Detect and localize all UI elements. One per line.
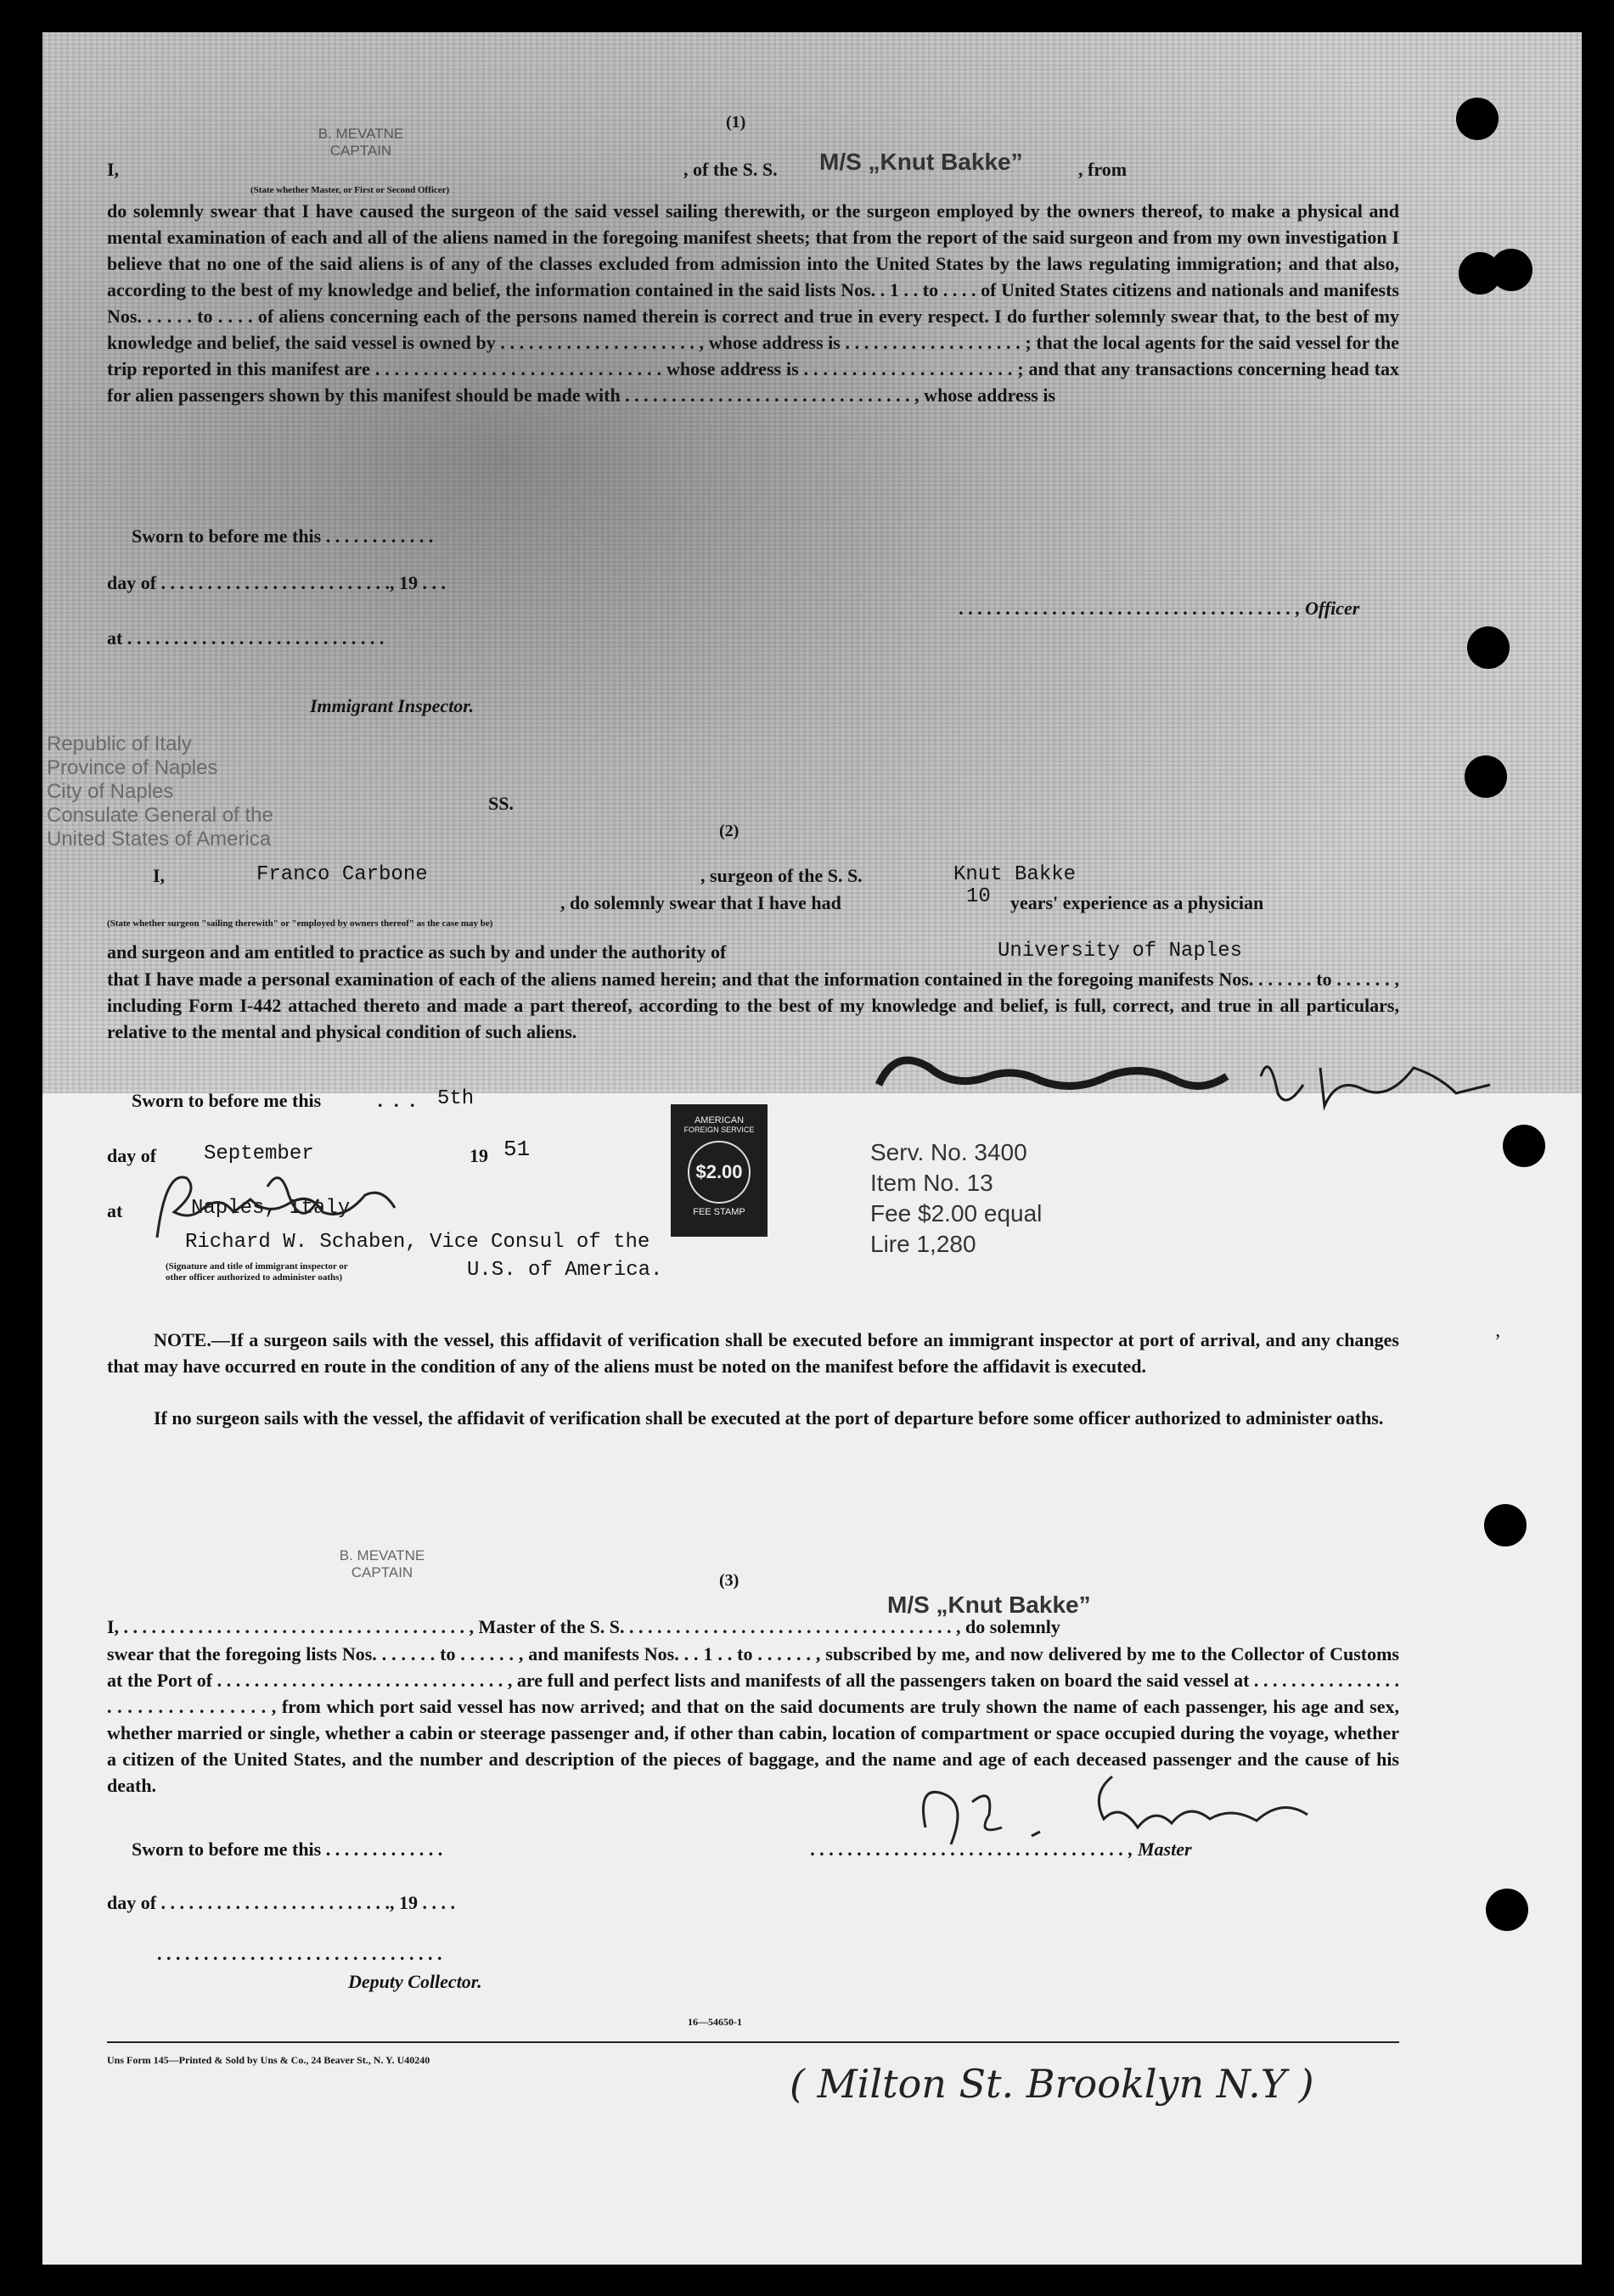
s3-deputy-collector: Deputy Collector. <box>348 1971 482 1992</box>
note-paragraph-1: NOTE.—If a surgeon sails with the vessel, this affidavit of verification shall be executed before an immigrant inspector at port of arrival, and any changes that may have occurred en route in the condition of any of the aliens must be noted on the manifest before the affidavit is executed. <box>107 1329 1399 1377</box>
s2-oath-paragraph: that I have made a personal examination of each of the aliens named herein; and that the information contained in the foregoing manifests Nos. . . . . . . to . . . . . . , including Form I-442 attached thereto and made a part thereof, according to the best of my knowledge and belief, is full, correct, and true in all particulars, relative to the mental and physical condition of such aliens. <box>107 968 1399 1042</box>
s2-authority: University of Naples <box>998 940 1243 963</box>
s1-immigrant-inspector: Immigrant Inspector. <box>310 695 475 716</box>
venue-stamp: Republic of Italy Province of Naples City of Naples Consulate General of the United States of America <box>47 733 273 850</box>
master-signature <box>891 1768 1367 1861</box>
s1-oath-paragraph: do solemnly swear that I have caused the surgeon of the said vessel sailing therewith, or the surgeon employed by the owners thereof, to make a physical and mental examination of each and all of the aliens named in the foregoing manifest sheets; that from the report of the said surgeon and from my own investigation I believe that no one of the said aliens is of any of the classes excluded from admission into the United States by the laws regulating immigration; and that also, according to the best of my knowledge and belief, the information contained in the said lists Nos. . 1 . . to . . . . of United States citizens and nationals and manifests Nos. . . . . . to . . . . of aliens concerning each of the persons named therein is correct and true in every respect. I do further solemnly swear that, to the best of my knowledge and belief, the said vessel is owned by . . . . . . . . . . . . . . . . . . . . . , whose address is . . . . . . . . . . . . . . . . . . . ; that the local agents for the said vessel for the trip reported in this manifest are . . . . . . . . . . . . . . . . . . . . . . . . . . . . . . whose address is . . . . . . . . . . . . . . . . . . . . . . ; and that any transactions concerning head tax for alien passengers shown by this manifest should be made with . . . . . . . . . . . . . . . . . . . . . . . . . . . . . . . , whose address is <box>107 200 1399 406</box>
s2-line2: , do solemnly swear that I have had <box>560 892 841 913</box>
s2-year: 51 <box>503 1137 531 1162</box>
margin-mark: ’ <box>1494 1331 1501 1353</box>
section-1-number: (1) <box>726 113 746 132</box>
s1-day-of-line: day of . . . . . . . . . . . . . . . . . . . . . . . . ., 19 . . . <box>107 572 447 593</box>
section-2-number: (2) <box>719 822 740 840</box>
s3-collector-line: . . . . . . . . . . . . . . . . . . . . . . . . . . . . . . . <box>157 1943 442 1964</box>
surgeon-signature <box>862 1042 1507 1136</box>
punch-hole <box>1465 755 1507 798</box>
s2-surgeon-name: Franco Carbone <box>256 863 428 886</box>
footer-printer-line: Uns Form 145—Printed & Sold by Uns & Co., 24 Beaver St., N. Y. U40240 <box>107 2054 430 2066</box>
footer-rule <box>107 2041 1399 2043</box>
s2-place: Naples, Italy <box>191 1197 351 1220</box>
s1-from-label: , from <box>1078 159 1128 180</box>
s3-form-number: 16—54650-1 <box>688 2016 742 2028</box>
s2-vessel: Knut Bakke <box>953 863 1077 886</box>
s1-i-label: I, <box>107 159 120 180</box>
s3-sworn-line: Sworn to before me this . . . . . . . . . . . . . <box>132 1838 443 1860</box>
s2-years: 10 <box>966 885 991 908</box>
s3-master-line: . . . . . . . . . . . . . . . . . . . . . . . . . . . . . . . . . . , Master <box>811 1838 1192 1860</box>
note-paragraph-2: If no surgeon sails with the vessel, the affidavit of verification shall be executed at the port of departure before some officer authorized to administer oaths. <box>154 1407 1384 1429</box>
s1-vessel-stamp: M/S „Knut Bakke” <box>819 149 1023 175</box>
s2-at-prefix: at <box>107 1200 123 1221</box>
punch-hole <box>1484 1504 1527 1547</box>
captain-stamp-3: B. MEVATNE CAPTAIN <box>339 1547 425 1580</box>
consul-signature <box>140 1161 412 1246</box>
manifest-page <box>42 32 1582 2265</box>
s2-officer-name: Richard W. Schaben, Vice Consul of the <box>185 1231 650 1254</box>
punch-hole <box>1456 98 1499 140</box>
s2-surgeon-of-label: , surgeon of the S. S. <box>700 865 863 886</box>
s2-sworn-dots: . . . <box>378 1090 419 1111</box>
s2-month: September <box>204 1142 314 1165</box>
s2-year-prefix: 19 <box>470 1145 488 1166</box>
s1-of-ss-label: , of the S. S. <box>683 159 778 180</box>
s1-officer-line: . . . . . . . . . . . . . . . . . . . . . . . . . . . . . . . . . . . . , Officer <box>959 598 1360 619</box>
s2-day-of-prefix: day of <box>107 1145 157 1166</box>
s1-at-line: at . . . . . . . . . . . . . . . . . . . . . . . . . . . . <box>107 627 385 648</box>
captain-stamp-1: B. MEVATNE CAPTAIN <box>318 126 404 159</box>
section-3-number: (3) <box>719 1571 740 1590</box>
punch-hole <box>1486 1889 1528 1931</box>
s2-signature-note: (Signature and title of immigrant inspector or other officer authorized to administer oaths) <box>166 1261 348 1283</box>
s1-state-note: (State whether Master, or First or Second Officer) <box>250 185 450 195</box>
s2-sworn-day: 5th <box>437 1087 475 1110</box>
s2-officer-name-2: U.S. of America. <box>467 1259 663 1282</box>
s1-sworn-line: Sworn to before me this . . . . . . . . . . . . <box>132 525 434 547</box>
s2-authority-prefix: and surgeon and am entitled to practice as such by and under the authority of <box>107 941 727 963</box>
s2-i-label: I, <box>153 865 166 886</box>
s2-state-note: (State whether surgeon "sailing therewith" or "employed by owners thereof" as the case may be) <box>107 918 493 929</box>
punch-hole <box>1467 626 1510 669</box>
s3-oath-paragraph: swear that the foregoing lists Nos. . . . . . . to . . . . . . , and manifests Nos. . . 1 . . to . . . . . . , subscribed by me, and now delivered by me to the Collector of Customs at the Port of . . . . . . . . . . . . . . . . . . . . . . . . . . . . . . . , are full and perfect lists and manifests of all the passengers taken on board the said vessel at . . . . . . . . . . . . . . . . . . . . . . . . . . . . . . . . , from which port said vessel has now arrived; and that on the said documents are truly shown the name of each passenger, his age and sex, whether married or single, whether a cabin or steerage passenger and, if other than cabin, location of compartment or space occupied during the voyage, whether a citizen of the United States, and the number and description of the pieces of baggage, and the name and age of each deceased passenger and the cause of his death. <box>107 1643 1399 1796</box>
service-stamp: Serv. No. 3400 Item No. 13 Fee $2.00 equal Lire 1,280 <box>870 1139 1043 1257</box>
s3-vessel-stamp: M/S „Knut Bakke” <box>887 1591 1091 1618</box>
s3-line1: I, . . . . . . . . . . . . . . . . . . . . . . . . . . . . . . . . . . . . . , Master of the S. S. . . . . . . . . . . . . . . . . . . . . . . . . . . . . . . . . . . . , do solemnly <box>107 1616 1060 1637</box>
s3-day-of-line: day of . . . . . . . . . . . . . . . . . . . . . . . . ., 19 . . . . <box>107 1892 456 1913</box>
handwritten-address: ( Milton St. Brooklyn N.Y ) <box>790 2061 1314 2107</box>
fee-revenue-stamp: AMERICAN FOREIGN SERVICE $2.00 FEE STAMP <box>671 1104 768 1237</box>
punch-hole <box>1459 252 1501 295</box>
punch-hole <box>1503 1125 1545 1167</box>
s2-line2-end: years' experience as a physician <box>1010 892 1264 913</box>
s2-sworn-prefix: Sworn to before me this <box>132 1090 322 1111</box>
s1-ss-stamp: SS. <box>488 793 514 814</box>
